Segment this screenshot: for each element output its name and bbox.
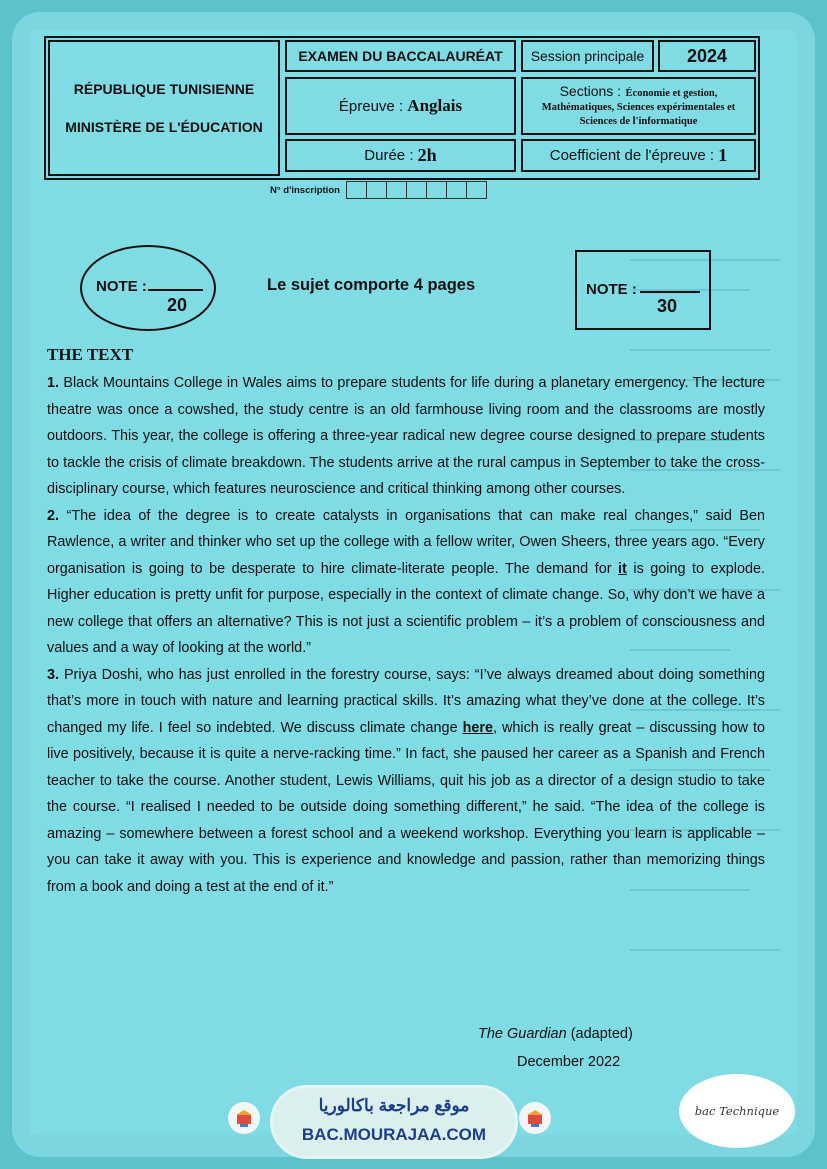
note-left-value: 20 <box>167 295 188 315</box>
sections-label: Sections : <box>559 82 622 99</box>
sections-cell <box>521 77 756 135</box>
epreuve-value: Anglais <box>407 96 463 115</box>
site-arabic-name: موقع مراجعة باكالوريا <box>318 1096 470 1115</box>
duree-cell <box>285 139 516 172</box>
paragraph-2 <box>47 503 765 662</box>
paragraph-2-text-b: is going to explode. Higher education is pretty unfit for purpose, especially in the context of climate change. So, why don’t we have a new college that offers an alternative? This is not just a scientific problem – it’s a problem of consciousness and values and a way of looking at the world.” <box>47 560 765 656</box>
epreuve-cell <box>285 77 516 135</box>
paragraph-2-number: 2. <box>47 507 60 524</box>
note-right-line <box>640 291 700 293</box>
paragraph-1 <box>47 370 765 503</box>
site-badge[interactable] <box>273 1088 515 1156</box>
underlined-word-it: it <box>618 560 627 577</box>
coef-cell <box>521 139 756 172</box>
source-date: December 2022 <box>517 1054 621 1070</box>
note-left-label: NOTE : <box>96 278 147 295</box>
ministry-cell <box>48 40 280 176</box>
paragraph-2-text-a: “The idea of the degree is to create catalysts in organisations that can make real changes,” said Ben Rawlence, a writer and thinker who set up the college with a fellow writer, Owen Sheers, three years ago. “Every organisation is going to be desperate to hire climate-literate people. The demand for <box>47 507 765 577</box>
source-suffix: (adapted) <box>566 1026 633 1042</box>
logo-icon-left <box>228 1102 260 1134</box>
epreuve-label: Épreuve : <box>338 97 404 115</box>
paragraph-1-text: Black Mountains College in Wales aims to prepare students for life during a planetary emergency. The lecture theatre was once a cowshed, the study centre is an old farmhouse living room and the classrooms are mostly outdoors. This year, the college is offering a three-year radical new degree course designed to prepare students to tackle the crisis of climate breakdown. The students arrive at the rural campus in September to take the cross-disciplinary course, which features neuroscience and critical thinking among other courses. <box>47 375 765 497</box>
year-cell: 2024 <box>658 40 756 72</box>
logo-icon-right <box>519 1102 551 1134</box>
note-right-value: 30 <box>657 296 678 316</box>
pages-note: Le sujet comporte 4 pages <box>267 276 476 294</box>
duree-label: Durée : <box>364 147 414 164</box>
paragraph-3 <box>47 662 765 901</box>
note-left-line <box>148 289 203 291</box>
coef-value: 1 <box>718 145 728 165</box>
session-cell: Session principale <box>521 40 654 72</box>
inscription-row <box>270 181 487 199</box>
sections-value-2: Mathématiques, Sciences expérimentales et <box>541 101 736 113</box>
paragraph-3-text-a: Priya Doshi, who has just enrolled in the forestry course, says: “I’ve always dreamed about doing something that’s more in touch with nature and learning practical skills. It’s amazing what they’ve done at the college. It’s changed my life. I feel so indebted. We discuss climate change <box>47 666 765 736</box>
republic-label: RÉPUBLIQUE TUNISIENNE <box>73 81 255 97</box>
source-line <box>478 1026 633 1042</box>
text-heading: THE TEXT <box>47 345 134 364</box>
sections-value-1: Économie et gestion, <box>625 87 718 99</box>
sections-value-3: Sciences de l'informatique <box>579 115 698 127</box>
paragraph-1-number: 1. <box>47 375 60 391</box>
paragraph-3-text-b: , which is really great – discussing how to live positively, because it is quite a nerve-racking time.” In fact, she paused her career as a Spanish and French teacher to take the course. Another student, Lewis Williams, quit his job as a director of a design studio to take the course. “I realised I needed to be outside doing something different,” he said. “The idea of the college is amazing – somewhere between a forest school and a weekend workshop. Everything you learn is applicable – you can take it away with you. This is experience and knowledge and passion, rather than memorizing things from a book and doing a test at the end of it.” <box>47 719 765 895</box>
note-right <box>575 250 711 330</box>
source-title: The Guardian <box>478 1026 567 1042</box>
text-body <box>47 370 765 900</box>
note-left <box>80 245 216 331</box>
exam-cell: EXAMEN DU BACCALAURÉAT <box>285 40 516 72</box>
site-domain: BAC.MOURAJAA.COM <box>301 1125 487 1144</box>
bac-technique-stamp <box>679 1074 795 1148</box>
ministry-label: MINISTÈRE DE L'ÉDUCATION <box>65 119 263 135</box>
coef-label: Coefficient de l'épreuve : <box>549 147 715 164</box>
paragraph-3-number: 3. <box>47 666 60 683</box>
note-right-label: NOTE : <box>586 281 637 298</box>
inscription-boxes[interactable] <box>346 181 487 199</box>
underlined-word-here: here <box>462 719 493 736</box>
inscription-label: N° d'inscription <box>270 184 340 196</box>
duree-value: 2h <box>417 145 437 165</box>
bac-technique-text: bac Technique <box>694 1104 780 1118</box>
